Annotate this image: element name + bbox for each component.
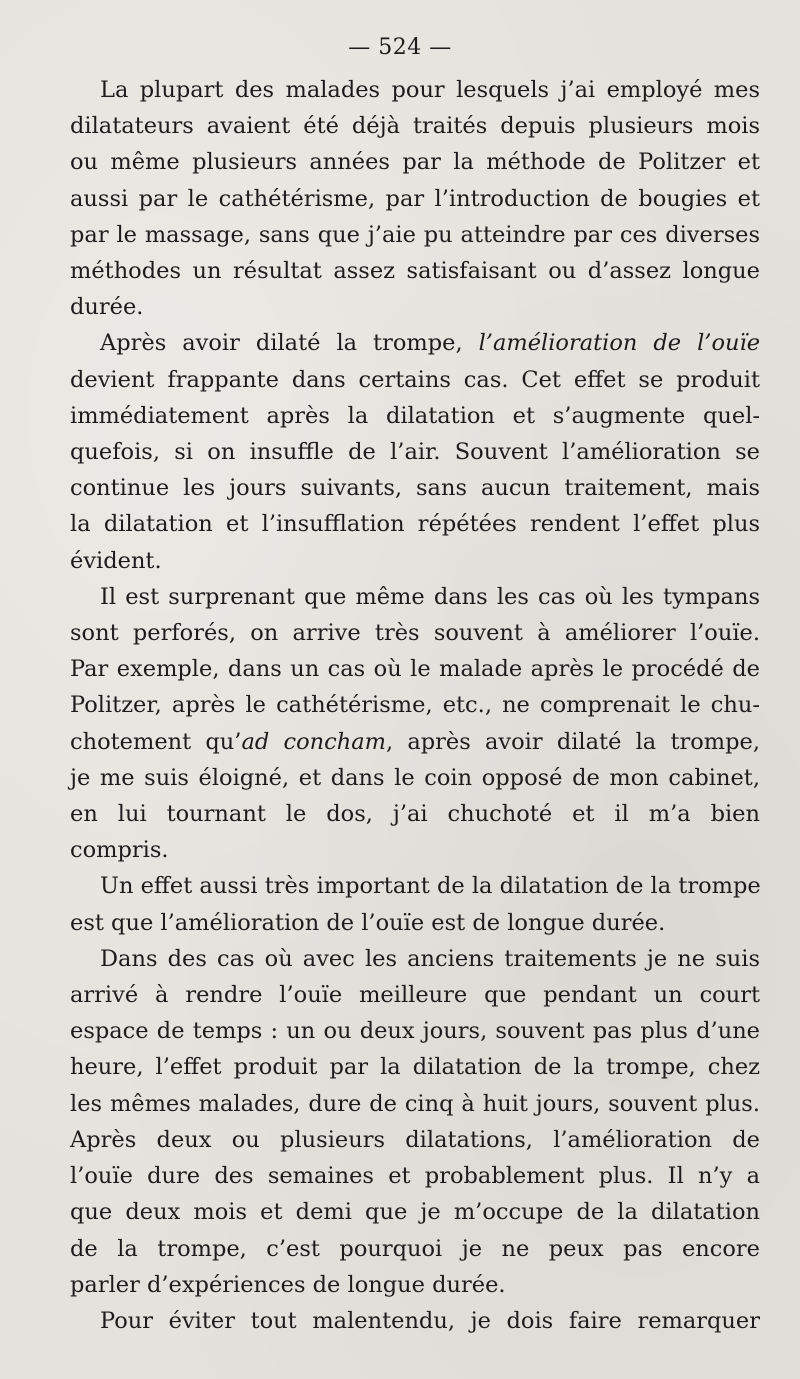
text-line: par le massage, sans que j’aie pu atteindre par ces diverses (70, 221, 760, 248)
text-line: en lui tournant le dos, j’ai chuchoté et il m’a bien (70, 801, 760, 828)
text-line: est que l’amélioration de l’ouïe est de longue durée. (70, 909, 666, 936)
text-line: heure, l’effet produit par la dilatation de la trompe, chez (70, 1054, 760, 1081)
page-number: — 524 — (348, 35, 452, 60)
text-line: espace de temps : un ou deux jours, souvent pas plus d’une (70, 1018, 760, 1045)
text-line: Après deux ou plusieurs dilatations, l’amélioration de (70, 1126, 760, 1153)
text-line: l’ouïe dure des semaines et probablement plus. Il n’y a (70, 1163, 760, 1190)
text-line: Il est surprenant que même dans les cas où les tympans (100, 583, 760, 610)
text-line: je me suis éloigné, et dans le coin opposé de mon cabinet, (70, 764, 760, 791)
text-line: La plupart des malades pour lesquels j’ai employé mes (100, 77, 760, 103)
paragraph-1 (40, 72, 760, 325)
text-line: Dans des cas où avec les anciens traitements je ne suis (100, 945, 760, 972)
text-line: méthodes un résultat assez satisfaisant ou d’assez longue (70, 258, 760, 285)
text-line: les mêmes malades, dure de cinq à huit jours, souvent plus. (70, 1090, 760, 1117)
text-line: la dilatation et l’insufflation répétées rendent l’effet plus (70, 511, 760, 538)
paragraph-4 (40, 868, 760, 940)
text-line: Pour éviter tout malentendu, je dois faire remarquer (100, 1307, 760, 1334)
paragraph-2 (40, 325, 760, 578)
paragraph-5 (40, 941, 760, 1303)
paragraph-6 (40, 1303, 760, 1339)
text-line: que deux mois et demi que je m’occupe de la dilatation (70, 1199, 760, 1226)
text-line: compris. (70, 837, 169, 864)
text-line: durée. (70, 294, 144, 321)
text-line: dilatateurs avaient été déjà traités depuis plusieurs mois (70, 113, 760, 140)
text-line: évident. (70, 547, 162, 574)
text-line: immédiatement après la dilatation et s’augmente quel- (70, 402, 760, 429)
text-line: Par exemple, dans un cas où le malade après le procédé de (70, 656, 760, 683)
text-line: aussi par le cathétérisme, par l’introduction de bougies et (70, 185, 760, 212)
text-line: sont perforés, on arrive très souvent à améliorer l’ouïe. (70, 620, 760, 647)
text-line: Politzer, après le cathétérisme, etc., ne comprenait le chu- (70, 692, 760, 719)
text-segment: , après avoir dilaté la trompe, (385, 728, 760, 755)
text-line: de la trompe, c’est pourquoi je ne peux pas encore (70, 1235, 760, 1262)
italic-phrase: ad concham (241, 728, 386, 755)
text-line: parler d’expériences de longue durée. (70, 1271, 506, 1298)
text-line (40, 724, 760, 760)
text-line: arrivé à rendre l’ouïe meilleure que pendant un court (70, 982, 760, 1009)
text-segment: chotement qu’ (70, 728, 242, 755)
text-line: continue les jours suivants, sans aucun traitement, mais (70, 475, 760, 502)
text-line: Un effet aussi très important de la dilatation de la trompe (100, 873, 761, 900)
text-line: quefois, si on insuffle de l’air. Souvent l’amélioration se (70, 439, 760, 466)
text-segment: Après avoir dilaté la trompe, (100, 330, 463, 357)
italic-phrase: l’amélioration de l’ouïe (478, 330, 761, 357)
text-line (40, 325, 760, 361)
text-line: devient frappante dans certains cas. Cet effet se produit (70, 366, 760, 393)
paragraph-3 (40, 579, 760, 869)
text-line: ou même plusieurs années par la méthode de Politzer et (70, 149, 760, 176)
